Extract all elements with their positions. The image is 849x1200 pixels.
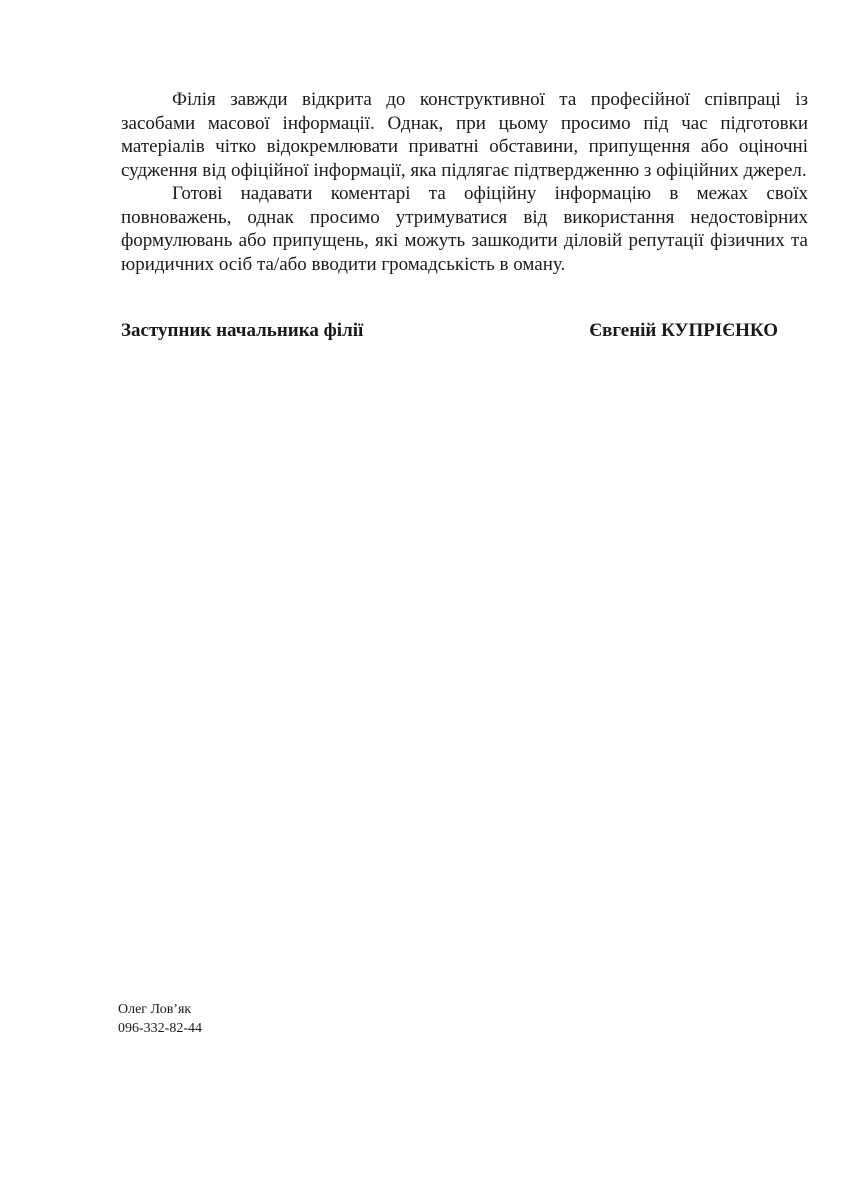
executor-name: Олег Лов’як — [118, 1002, 192, 1017]
paragraph-media-cooperation: Філія завжди відкрита до конструктивної та професійної співпраці із засобами масової інформації. Однак, при цьому просимо під час підготовки матеріалів чітко відокремлювати приватні обставини, припущення або оціночні судження від офіційної інформації, яка підлягає підтвердженню з офіційних джерел. — [121, 89, 808, 181]
signature-row — [121, 319, 808, 343]
executor-contact-block — [118, 1000, 202, 1038]
letter-body — [121, 88, 808, 343]
signer-position-title: Заступник начальника філії — [121, 320, 364, 341]
executor-phone: 096-332-82-44 — [118, 1021, 202, 1036]
signer-name: Євгеній КУПРІЄНКО — [589, 320, 778, 341]
paragraph-official-comments: Готові надавати коментарі та офіційну інформацію в межах своїх повноважень, однак просимо утримуватися від використання недостовірних формулювань або припущень, які можуть зашкодити діловій репутації фізичних та юридичних осіб та/або вводити громадськість в оману. — [121, 183, 808, 275]
